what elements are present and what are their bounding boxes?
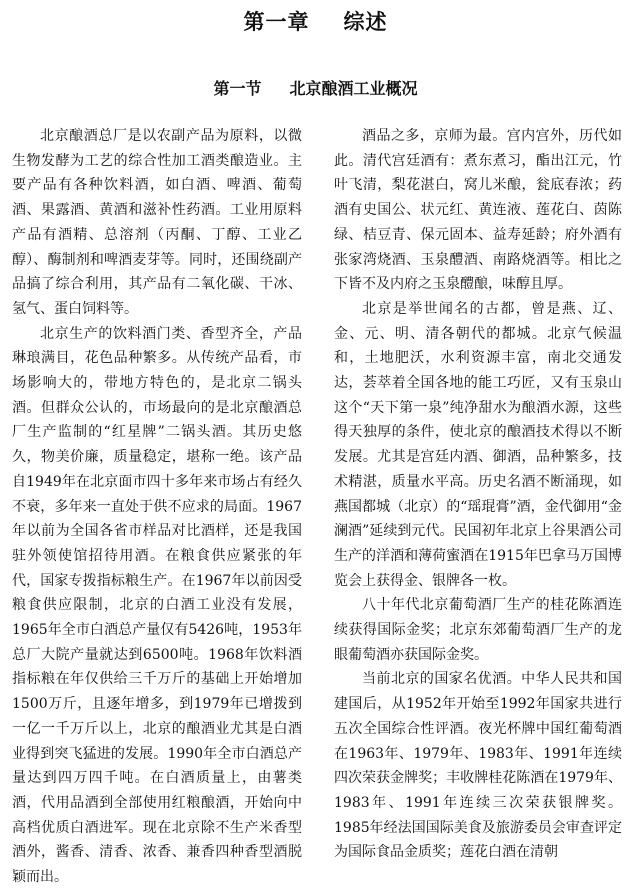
section-number: 第一节 — [213, 79, 262, 98]
chapter-heading — [0, 6, 631, 36]
section-heading — [0, 76, 631, 99]
paragraph: 北京酿酒总厂是以农副产品为原料，以微生物发酵为工艺的综合性加工酒类酿造业。主要产品有各种饮料酒，如白酒、啤酒、葡萄酒、果露酒、黄酒和滋补性药酒。工业用原料产品有酒精、总溶剂（丙酮、丁醇、工业乙醇）、酶制剂和啤酒麦芽等。同时，还围绕副产品搞了综合利用，其产品有二氧化碳、干冰、氢气、蛋白饲料等。 — [12, 128, 302, 317]
chapter-title: 综述 — [343, 9, 388, 34]
left-column — [12, 124, 302, 886]
chapter-number: 第一章 — [243, 9, 310, 34]
paragraph: 北京生产的饮料酒门类、香型齐全，产品琳琅满目，花色品种繁多。从传统产品看，市场影响大的，带地方特色的，是北京二锅头酒。但群众公认的，市场最向的是北京酿酒总厂生产监制的“红星牌”二锅头酒。其历史悠久，物美价廉，质量稳定，堪称一绝。该产品自1949年在北京面市四十多年来市场占有经久不衰，多年来一直处于供不应求的局面。1967年以前为全国各省市样品对比酒样，还是我国驻外领使馆招待用酒。在粮食供应紧张的年代，国家专拨指标粮生产。在1967年以前因受粮食供应限制，北京的白酒工业没有发展，1965年全市白酒总产量仅有5426吨，1953年总厂大院产量就达到6500吨。1968年饮料酒指标粮在年仅供给三千万斤的基础上开始增加1500万斤，且逐年增多，到1979年已增拨到一亿一千万斤以上，北京的酿酒业尤其是白酒业得到突飞猛进的发展。1990年全市白酒总产量达到四万四千吨。在白酒质量上，由薯类酒，代用品酒到全部使用红粮酿酒，开始向中高档优质白酒进军。现在北京除不生产米香型酒外，酱香、清香、浓香、兼香四种香型酒脱颖而出。 — [12, 325, 302, 886]
paragraph: 八十年代北京葡萄酒厂生产的桂花陈酒连续获得国际金奖；北京东郊葡萄酒厂生产的龙眼葡萄酒亦获国际金奖。 — [334, 597, 622, 663]
paragraph: 北京是举世闻名的古都，曾是燕、辽、金、元、明、清各朝代的都城。北京气候温和，土地肥沃，水利资源丰富，南北交通发达，荟萃着全国各地的能工巧匠，又有玉泉山这个“天下第一泉”纯净甜水为酿酒水源，这些得天独厚的条件，使北京的酿酒技术得以不断发展。尤其是宫廷内酒、御酒，品种繁多，技术精湛，质量水平高。历史名酒不断涌现，如燕国都城（北京）的“瑶琨膏”酒，金代御用“金澜酒”延续到元代。民国初年北京上谷果酒公司生产的洋酒和薄荷蜜酒在1915年巴拿马万国博览会上获得金、银牌各一枚。 — [334, 300, 622, 589]
paragraph: 当前北京的国家名优酒。中华人民共和国建国后，从1952年开始至1992年国家共进行五次全国综合性评酒。夜光杯牌中国红葡萄酒在1963年、1979年、1983年、1991年连续四次荣获金牌奖；丰收牌桂花陈酒在1979年、1983年、1991年连续三次荣获银牌奖。1985年经法国国际美食及旅游委员会审查评定为国际食品金质奖；莲花白酒在清朝 — [334, 671, 622, 861]
section-title: 北京酿酒工业概况 — [289, 79, 418, 98]
right-column — [334, 124, 622, 861]
paragraph: 酒品之多，京师为最。宫内宫外，历代如此。清代宫廷酒有：煮东煮习，酯出江元，竹叶飞清，梨花湛白，窝儿米酿，瓮底春浓；药酒有史国公、状元红、黄连液、莲花白、茵陈绿、桔豆青、保元固本、益寿延龄；府外酒有张家湾烧酒、玉泉醴酒、南路烧酒等。相比之下皆不及内府之玉泉醴酿，味醇且厚。 — [334, 128, 622, 293]
